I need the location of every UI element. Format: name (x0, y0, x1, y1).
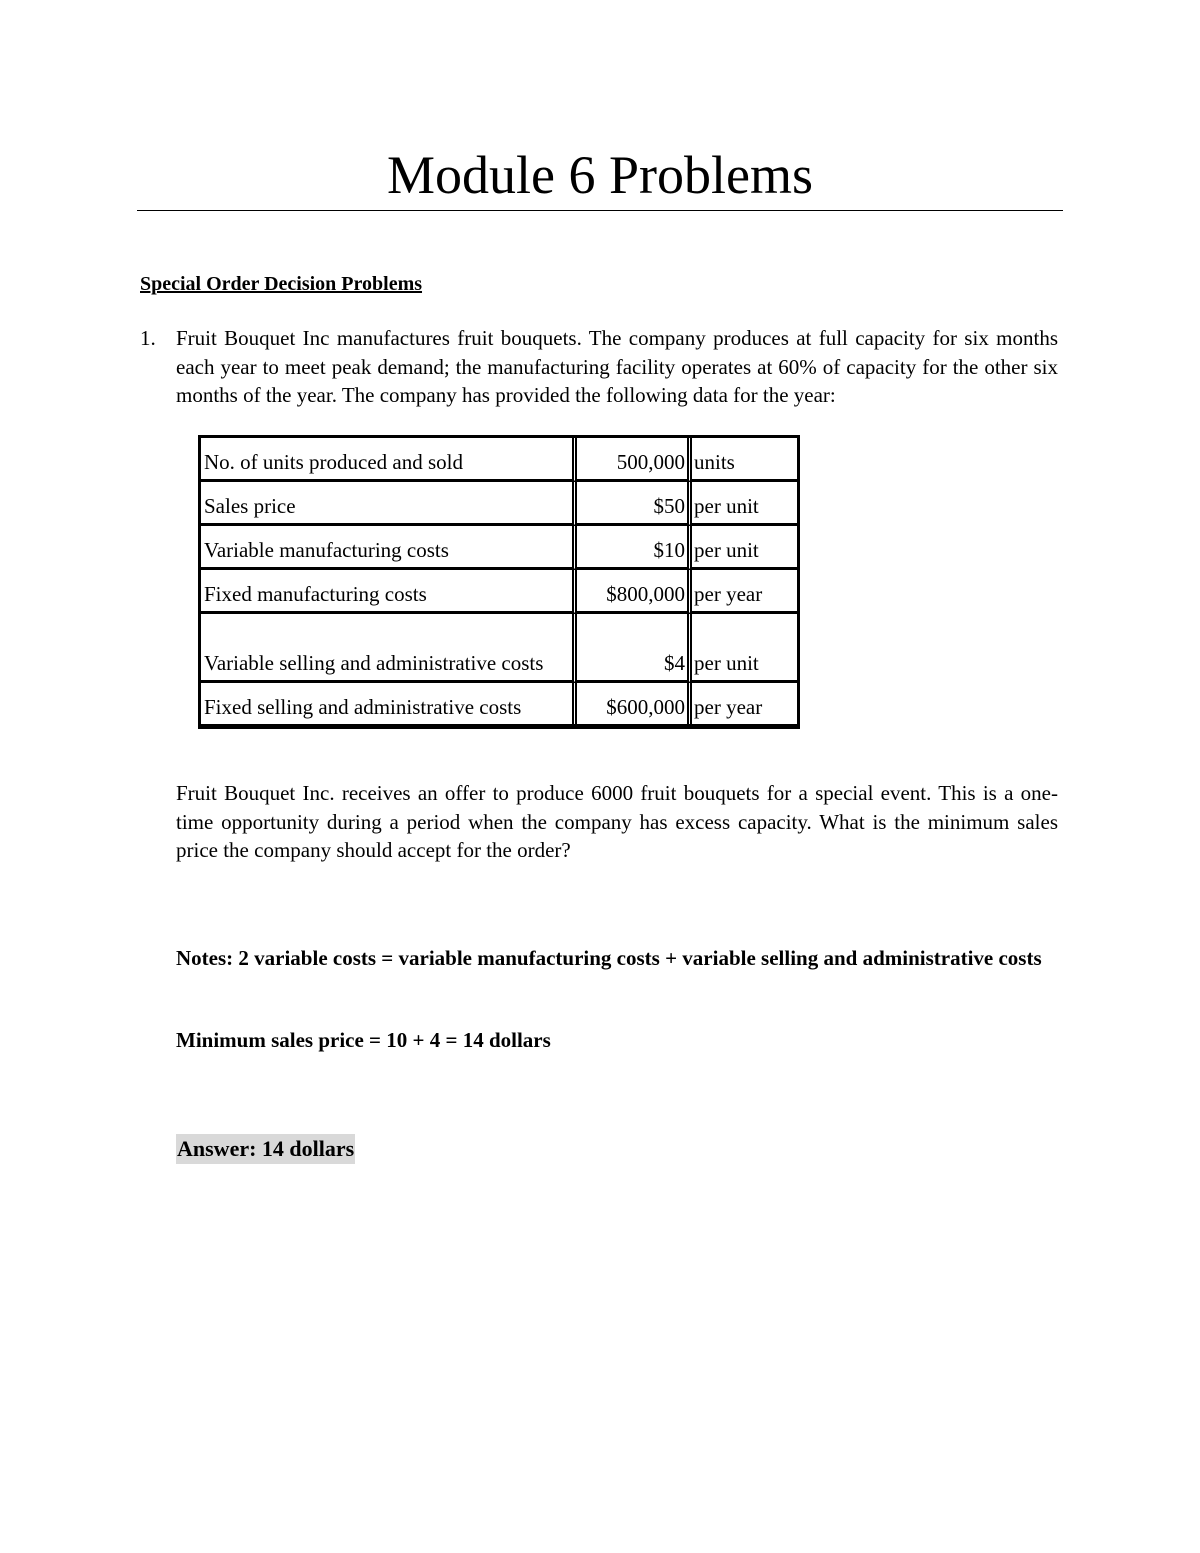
row-value: $10 (577, 526, 692, 570)
row-unit: per year (694, 695, 763, 719)
minimum-price-line: Minimum sales price = 10 + 4 = 14 dollars (176, 1028, 551, 1052)
row-value: $600,000 (577, 683, 692, 724)
table-row (201, 683, 797, 724)
table-row (201, 570, 797, 614)
table-row (201, 482, 797, 526)
offer-paragraph: Fruit Bouquet Inc. receives an offer to produce 6000 fruit bouquets for a special event. This is a one-time opportunity during a period when the company has excess capacity. What is the minimum sales price the company should accept for the order? (176, 781, 1058, 862)
section-heading: Special Order Decision Problems (140, 273, 423, 295)
row-label: Variable manufacturing costs (201, 526, 577, 570)
table-row (201, 438, 797, 482)
row-label: Sales price (201, 482, 577, 526)
row-value: $50 (577, 482, 692, 526)
page-title: Module 6 Problems (387, 145, 813, 205)
answer-highlight: Answer: 14 dollars (176, 1134, 355, 1164)
row-unit: per year (692, 570, 797, 614)
row-label: Fixed manufacturing costs (201, 570, 577, 614)
row-unit: units (692, 438, 797, 482)
cost-data-table (198, 435, 800, 729)
row-unit: per unit (692, 482, 797, 526)
row-label: Variable selling and administrative costs (201, 614, 577, 683)
problem-text: Fruit Bouquet Inc manufactures fruit bouquets. The company produces at full capacity for six months each year to meet peak demand; the manufacturing facility operates at 60% of capacity for the other six months of the year. The company has provided the following data for the year: (176, 326, 1058, 407)
row-value: 500,000 (577, 438, 692, 482)
row-label: No. of units produced and sold (201, 438, 577, 482)
row-value: $4 (577, 614, 692, 683)
row-value: $800,000 (577, 570, 692, 614)
table-row (201, 526, 797, 570)
table-row (201, 614, 797, 683)
row-label: Fixed selling and administrative costs (201, 683, 577, 724)
notes-paragraph: Notes: 2 variable costs = variable manufacturing costs + variable selling and administrative costs (176, 946, 1042, 970)
problem-number: 1. (140, 326, 156, 350)
row-unit: per unit (692, 614, 797, 683)
row-unit: per unit (692, 526, 797, 570)
title-rule (137, 210, 1063, 211)
